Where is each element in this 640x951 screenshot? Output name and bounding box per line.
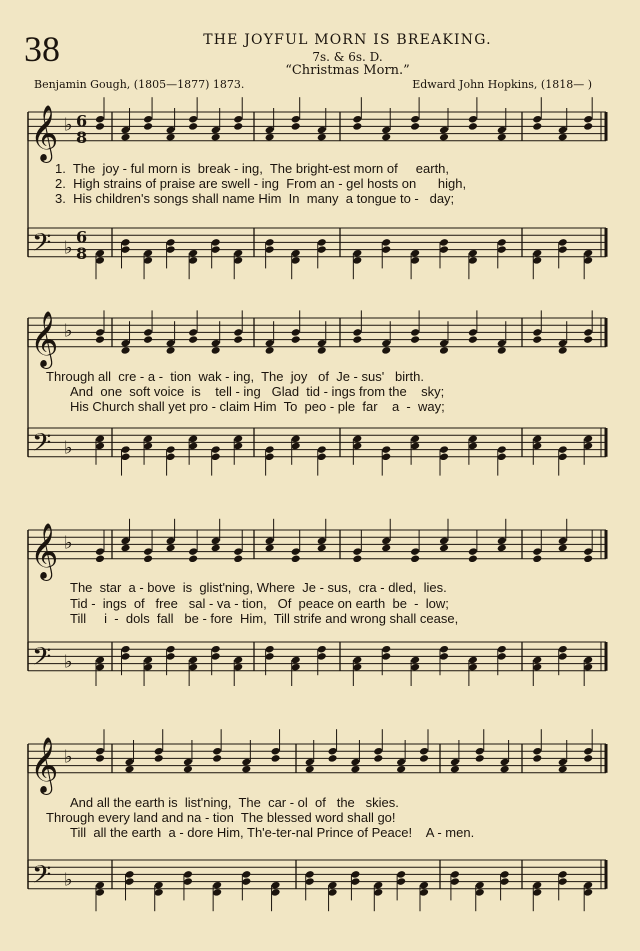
- note-head: [271, 754, 281, 763]
- note-head: [143, 122, 153, 131]
- note-head: [558, 765, 568, 774]
- note-head: [350, 765, 360, 774]
- lyric-line: Till i - dols fall be - fore Him, Till strife and wrong shall cease,: [70, 611, 459, 626]
- note-head: [317, 544, 327, 553]
- note-head: [291, 122, 301, 131]
- note-head: [558, 346, 568, 355]
- composer-credit: Edward John Hopkins, (1818— ): [412, 78, 592, 91]
- flat-sign: ♭: [64, 320, 73, 342]
- note-head: [317, 133, 327, 142]
- note-head: [188, 122, 198, 131]
- treble-clef: 𝄞: [30, 310, 59, 367]
- note-head: [328, 754, 338, 763]
- note-head: [95, 754, 105, 763]
- hymn-number: 38: [24, 29, 60, 69]
- note-head: [497, 544, 507, 553]
- note-head: [95, 122, 105, 131]
- note-head: [419, 754, 429, 763]
- note-head: [166, 133, 176, 142]
- note-head: [241, 765, 251, 774]
- hymn-title: THE JOYFUL MORN IS BREAKING.: [203, 32, 492, 48]
- note-head: [558, 133, 568, 142]
- note-head: [95, 335, 105, 344]
- note-head: [265, 544, 275, 553]
- note-head: [125, 765, 135, 774]
- lyric-line: 2. High strains of praise are swell - ing From an - gel hosts on high,: [55, 176, 467, 191]
- note-head: [532, 554, 542, 563]
- note-head: [291, 335, 301, 344]
- lyric-line: 3. His children's songs shall name Him In many a tongue to - day;: [55, 191, 455, 206]
- note-head: [352, 554, 362, 563]
- flat-sign: ♭: [64, 437, 73, 459]
- note-head: [265, 346, 275, 355]
- note-head: [468, 554, 478, 563]
- note-head: [468, 122, 478, 131]
- note-head: [381, 544, 391, 553]
- note-head: [188, 554, 198, 563]
- note-head: [532, 335, 542, 344]
- bass-clef: 𝄢: [32, 642, 52, 678]
- note-head: [233, 554, 243, 563]
- note-head: [373, 754, 383, 763]
- note-head: [211, 544, 221, 553]
- note-head: [265, 133, 275, 142]
- note-head: [183, 765, 193, 774]
- lyric-line: 1. The joy - ful morn is break - ing, The bright-est morn of earth,: [55, 161, 450, 176]
- note-head: [95, 554, 105, 563]
- lyric-line: Through all cre - a - tion wak - ing, The joy of Je - sus' birth.: [46, 369, 424, 384]
- lyric-line: Tid - ings of free sal - va - tion, Of peace on earth be - low;: [70, 596, 449, 611]
- note-head: [166, 544, 176, 553]
- flat-sign: ♭: [64, 746, 73, 768]
- note-head: [291, 554, 301, 563]
- note-head: [121, 544, 131, 553]
- note-head: [532, 122, 542, 131]
- flat-sign: ♭: [64, 237, 73, 259]
- note-head: [410, 554, 420, 563]
- note-head: [317, 346, 327, 355]
- note-head: [352, 335, 362, 344]
- flat-sign: ♭: [64, 114, 73, 136]
- note-head: [500, 765, 510, 774]
- note-head: [396, 765, 406, 774]
- note-head: [352, 122, 362, 131]
- lyric-line: His Church shall yet pro - claim Him To peo - ple far a - way;: [70, 399, 445, 414]
- treble-clef: 𝄞: [30, 736, 59, 793]
- bass-clef: 𝄢: [32, 428, 52, 464]
- hymn-meter: 7s. & 6s. D.: [312, 50, 383, 64]
- note-head: [212, 754, 222, 763]
- bass-clef: 𝄢: [32, 228, 52, 264]
- note-head: [439, 346, 449, 355]
- note-head: [583, 554, 593, 563]
- lyric-line: And one soft voice is tell - ing Glad tid - ings from the sky;: [70, 384, 445, 399]
- note-head: [166, 346, 176, 355]
- note-head: [497, 346, 507, 355]
- note-head: [497, 133, 507, 142]
- note-head: [211, 133, 221, 142]
- bass-clef: 𝄢: [32, 860, 52, 896]
- note-head: [233, 122, 243, 131]
- note-head: [468, 335, 478, 344]
- note-head: [439, 544, 449, 553]
- time-signature-top: 6: [76, 111, 88, 131]
- note-head: [305, 765, 315, 774]
- lyric-line: The star a - bove is glist'ning, Where Je - sus, cra - dled, lies.: [70, 580, 447, 595]
- time-signature-bottom: 8: [76, 127, 88, 147]
- note-head: [583, 122, 593, 131]
- note-head: [233, 335, 243, 344]
- flat-sign: ♭: [64, 869, 73, 891]
- flat-sign: ♭: [64, 651, 73, 673]
- note-head: [583, 754, 593, 763]
- lyric-line: Through every land and na - tion The blessed word shall go!: [46, 810, 396, 825]
- note-head: [475, 754, 485, 763]
- flat-sign: ♭: [64, 532, 73, 554]
- note-head: [143, 554, 153, 563]
- note-head: [410, 122, 420, 131]
- note-head: [532, 754, 542, 763]
- note-head: [121, 133, 131, 142]
- note-head: [381, 133, 391, 142]
- lyric-line: And all the earth is list'ning, The car - ol of the skies.: [70, 795, 399, 810]
- note-head: [154, 754, 164, 763]
- tune-name: “Christmas Morn.”: [285, 63, 410, 78]
- note-head: [381, 346, 391, 355]
- note-head: [143, 335, 153, 344]
- note-head: [410, 335, 420, 344]
- note-head: [558, 544, 568, 553]
- time-signature-bottom: 8: [76, 243, 88, 263]
- author-credit: Benjamin Gough, (1805—1877) 1873.: [34, 78, 245, 91]
- time-signature-top: 6: [76, 227, 88, 247]
- treble-clef: 𝄞: [30, 522, 59, 579]
- treble-clef: 𝄞: [30, 104, 59, 161]
- note-head: [121, 346, 131, 355]
- note-head: [211, 346, 221, 355]
- note-head: [439, 133, 449, 142]
- lyric-line: Till all the earth a - dore Him, Th'e-ter-nal Prince of Peace! A - men.: [70, 825, 475, 840]
- note-head: [450, 765, 460, 774]
- note-head: [188, 335, 198, 344]
- note-head: [583, 335, 593, 344]
